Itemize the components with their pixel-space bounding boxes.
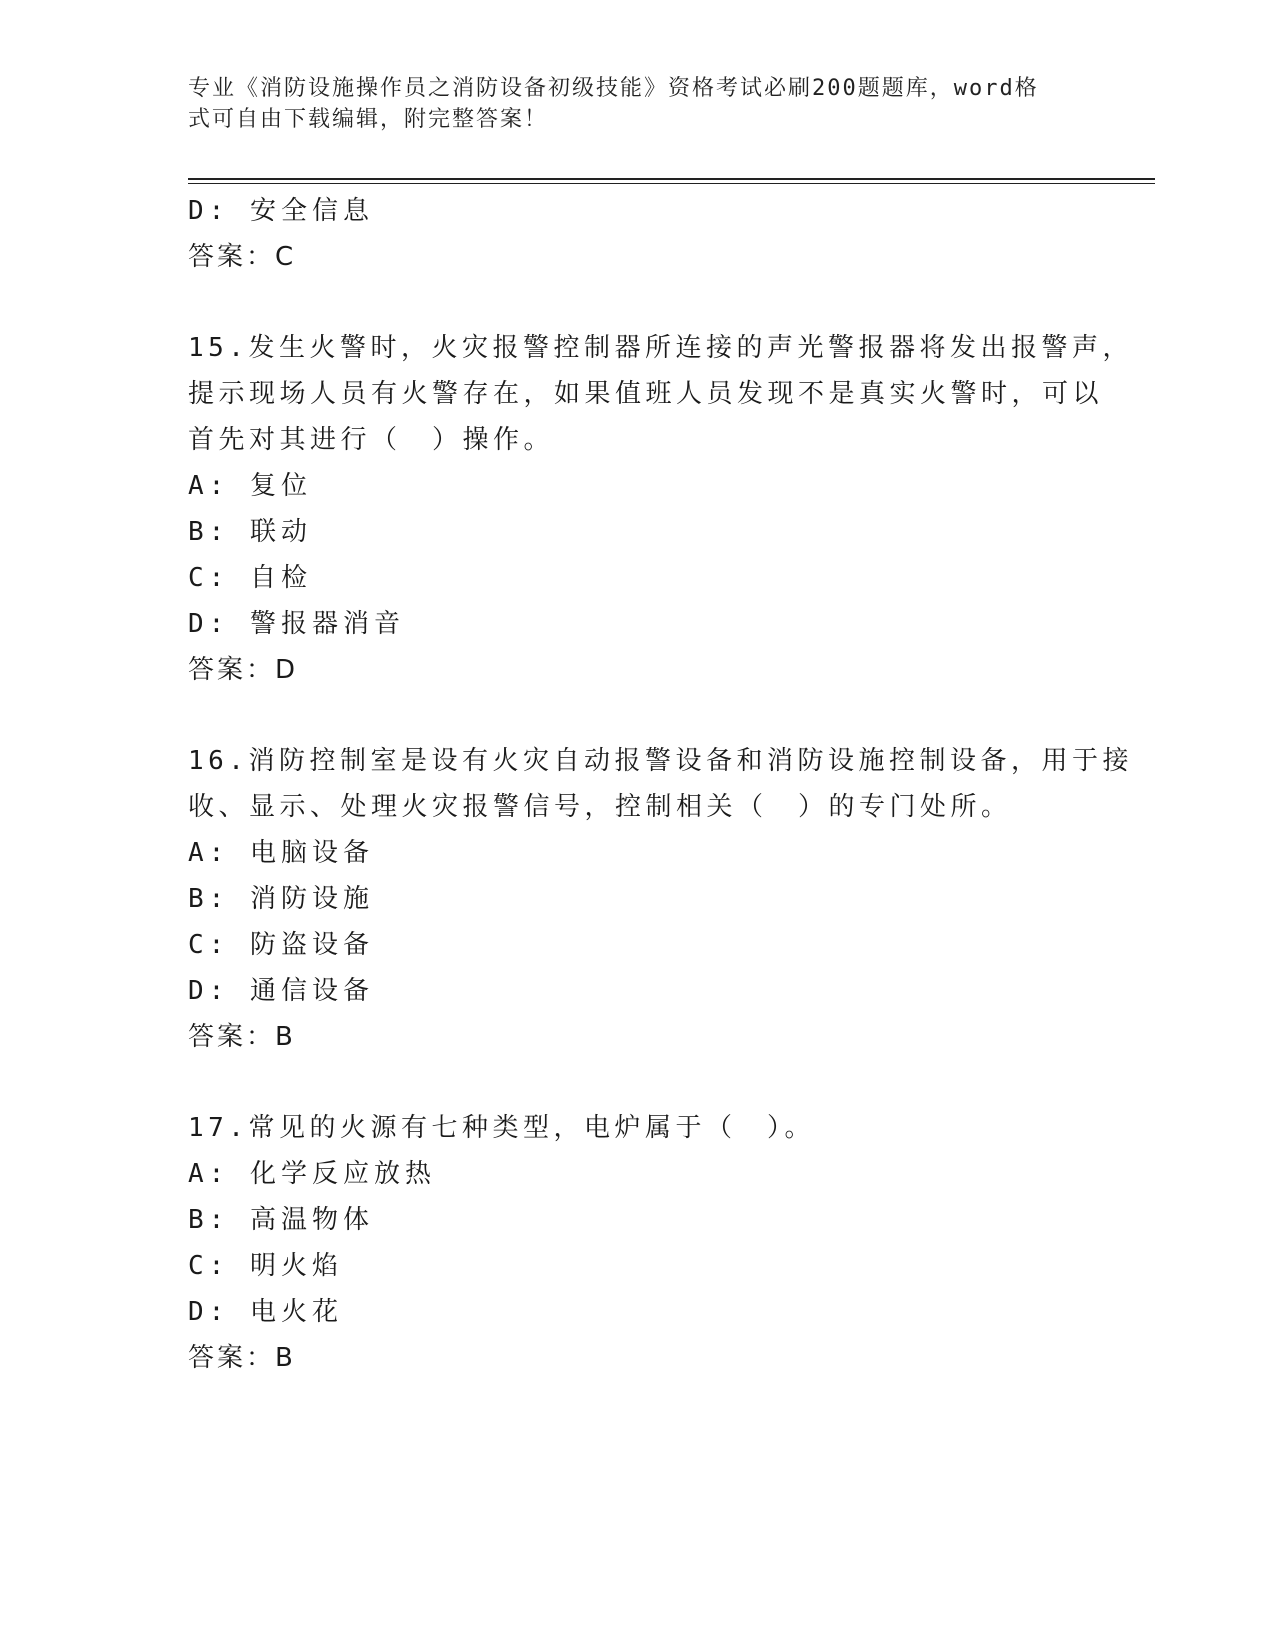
question-17 <box>188 1105 1088 1381</box>
option-c: C: 防盗设备 <box>188 930 374 960</box>
option-c: C: 自检 <box>188 563 312 593</box>
answer: 答案：B <box>188 1022 296 1052</box>
header-line-2: 式可自由下载编辑，附完整答案！ <box>188 107 549 132</box>
option-a: A: 化学反应放热 <box>188 1159 436 1189</box>
prev-option-d: D: 安全信息 <box>188 196 374 226</box>
question-text-line: 17.常见的火源有七种类型，电炉属于（ ）。 <box>188 1113 815 1143</box>
option-b: B: 高温物体 <box>188 1205 374 1235</box>
document-header <box>188 73 1068 135</box>
question-text-line: 首先对其进行（ ）操作。 <box>188 425 555 455</box>
header-double-rule <box>188 178 1155 184</box>
spacer <box>188 693 1088 738</box>
option-d: D: 电火花 <box>188 1297 343 1327</box>
prev-answer: 答案：C <box>188 242 297 272</box>
option-b: B: 消防设施 <box>188 884 374 914</box>
question-text-line: 提示现场人员有火警存在，如果值班人员发现不是真实火警时，可以 <box>188 379 1104 409</box>
spacer <box>188 280 1088 325</box>
option-a: A: 复位 <box>188 471 312 501</box>
document-body <box>188 188 1133 1381</box>
option-b: B: 联动 <box>188 517 312 547</box>
header-line-1: 专业《消防设施操作员之消防设备初级技能》资格考试必刷200题题库，word格 <box>188 76 1039 101</box>
question-16 <box>188 738 1133 1060</box>
option-d: D: 通信设备 <box>188 976 374 1006</box>
option-d: D: 警报器消音 <box>188 609 405 639</box>
question-text-line: 16.消防控制室是设有火灾自动报警设备和消防设施控制设备，用于接 <box>188 746 1133 776</box>
question-text-line: 收、显示、处理火灾报警信号，控制相关（ ）的专门处所。 <box>188 792 1012 822</box>
option-a: A: 电脑设备 <box>188 838 374 868</box>
answer: 答案：D <box>188 655 299 685</box>
option-c: C: 明火焰 <box>188 1251 343 1281</box>
spacer <box>188 1060 1088 1105</box>
answer: 答案：B <box>188 1343 296 1373</box>
question-text-line: 15.发生火警时，火灾报警控制器所连接的声光警报器将发出报警声， <box>188 333 1133 363</box>
question-15 <box>188 325 1133 693</box>
